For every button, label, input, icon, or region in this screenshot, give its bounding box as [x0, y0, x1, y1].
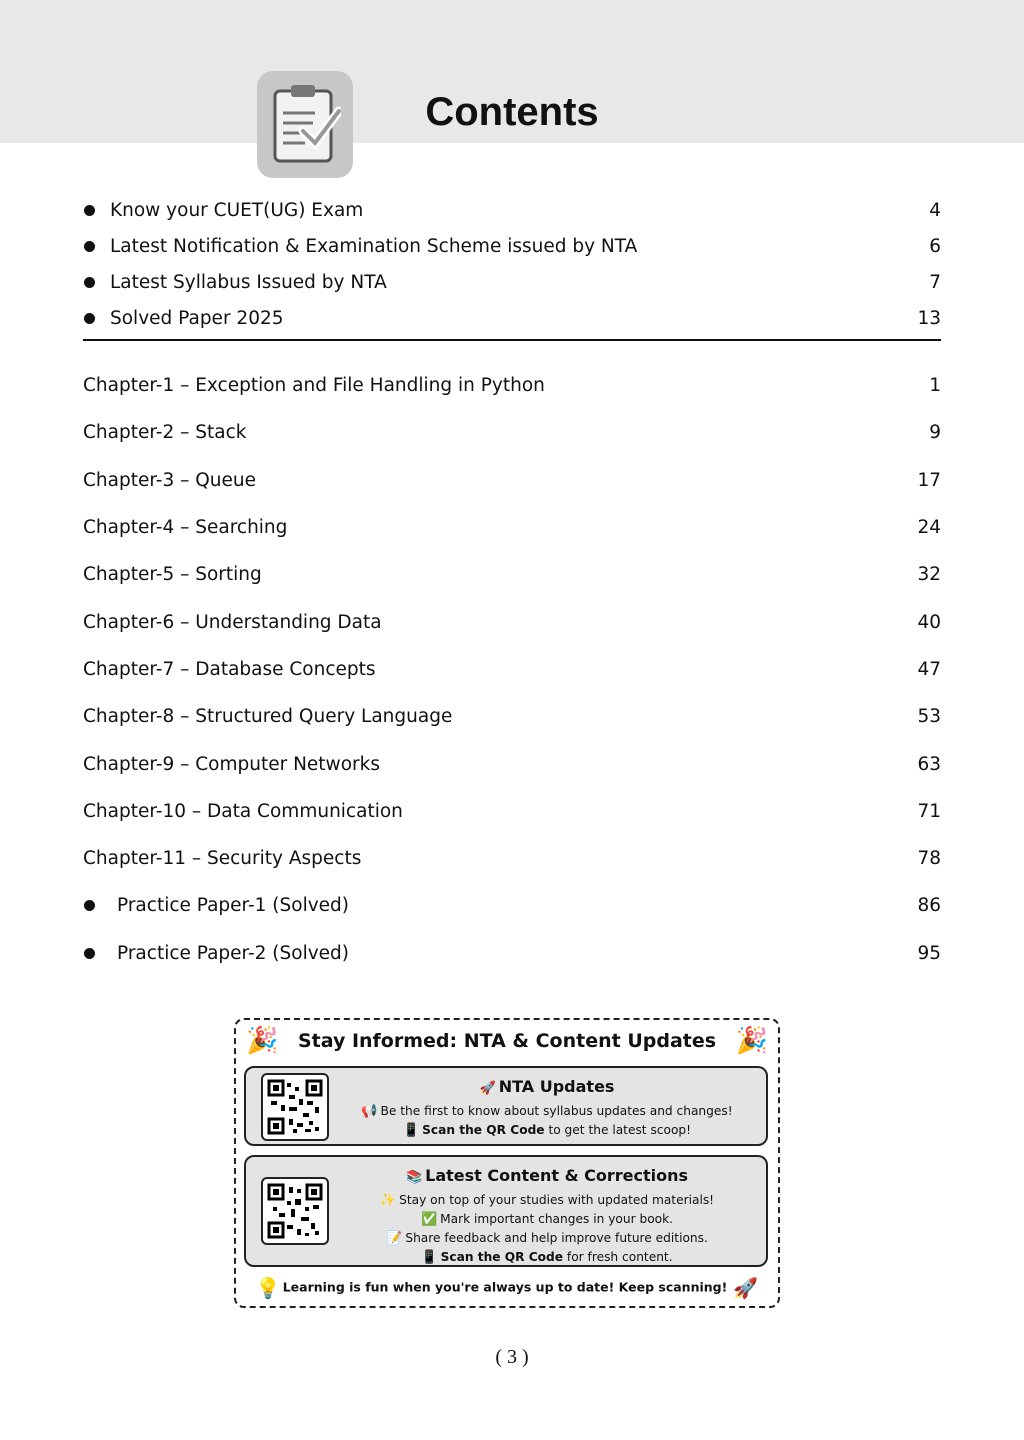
toc-entry — [83, 228, 941, 264]
lightbulb-icon: 💡 — [255, 1276, 281, 1300]
page-title: Contents — [425, 90, 599, 134]
bullet-icon — [84, 948, 95, 959]
toc-entry-page: 6 — [929, 235, 941, 257]
rocket-icon: 🚀 — [733, 1276, 759, 1300]
chapter-page: 78 — [917, 848, 941, 870]
nta-updates-line: Be the first to know about syllabus updates and changes! — [380, 1104, 733, 1118]
chapter-label: Chapter-9 – Computer Networks — [83, 753, 380, 775]
updates-box-title: Stay Informed: NTA & Content Updates — [297, 1030, 717, 1052]
chapter-page: 47 — [917, 658, 941, 680]
bullet-icon — [84, 313, 95, 324]
front-matter-list — [83, 192, 941, 336]
chapter-label: Chapter-4 – Searching — [83, 517, 288, 539]
page-number: ( 3 ) — [495, 1346, 529, 1368]
content-updates-line: Stay on top of your studies with updated materials! — [399, 1193, 715, 1207]
chapter-label: Chapter-5 – Sorting — [83, 564, 262, 586]
toc-entry-label: Know your CUET(UG) Exam — [110, 199, 364, 221]
scan-instruction-rest: to get the latest scoop! — [544, 1123, 692, 1137]
chapter-entry — [83, 409, 941, 456]
chapter-entry — [83, 504, 941, 551]
sparkles-icon: ✨ — [379, 1193, 397, 1208]
chapter-entry — [83, 362, 941, 409]
content-updates-line: Mark important changes in your book. — [440, 1212, 674, 1226]
practice-paper-entry — [83, 930, 941, 977]
toc-entry-label: Latest Syllabus Issued by NTA — [110, 271, 387, 293]
updates-footer — [236, 1276, 778, 1300]
updates-box — [234, 1018, 780, 1308]
content-updates-content — [336, 1163, 758, 1267]
bullet-icon — [84, 241, 95, 252]
chapter-label: Chapter-11 – Security Aspects — [83, 848, 362, 870]
toc-entry — [83, 300, 941, 336]
memo-icon: 📝 — [386, 1231, 403, 1246]
check-box-icon: ✅ — [420, 1212, 438, 1227]
scan-instruction-bold: Scan the QR Code — [440, 1250, 564, 1264]
chapter-page: 71 — [917, 800, 941, 822]
section-divider — [83, 339, 941, 341]
party-popper-icon: 🎉 — [246, 1026, 279, 1056]
chapter-page: 32 — [917, 564, 941, 586]
chapter-page: 1 — [929, 375, 941, 397]
chapter-page: 17 — [917, 469, 941, 491]
qr-code-icon[interactable] — [261, 1177, 329, 1245]
toc-entry-page: 4 — [929, 199, 941, 221]
content-updates-heading: Latest Content & Corrections — [425, 1166, 689, 1185]
practice-paper-page: 95 — [917, 942, 941, 964]
nta-updates-content — [336, 1074, 758, 1140]
chapter-page: 9 — [929, 422, 941, 444]
chapter-page: 40 — [917, 611, 941, 633]
chapter-label: Chapter-7 – Database Concepts — [83, 658, 376, 680]
chapter-page: 63 — [917, 753, 941, 775]
chapter-entry — [83, 788, 941, 835]
bullet-icon — [84, 205, 95, 216]
chapter-label: Chapter-1 – Exception and File Handling in Python — [83, 375, 545, 397]
chapter-page: 24 — [917, 517, 941, 539]
chapter-entry — [83, 740, 941, 787]
chapter-label: Chapter-6 – Understanding Data — [83, 611, 382, 633]
chapter-entry — [83, 646, 941, 693]
rocket-icon: 🚀 — [479, 1081, 496, 1096]
practice-paper-page: 86 — [917, 895, 941, 917]
bullet-icon — [84, 900, 95, 911]
practice-paper-label: Practice Paper-1 (Solved) — [117, 895, 350, 917]
scan-instruction-bold: Scan the QR Code — [422, 1123, 545, 1137]
toc-entry-page: 13 — [917, 307, 941, 329]
chapter-label: Chapter-3 – Queue — [83, 469, 257, 491]
content-updates-line: Share feedback and help improve future editions. — [405, 1231, 708, 1245]
scan-instruction-rest: for fresh content. — [563, 1250, 673, 1264]
chapter-entry — [83, 598, 941, 645]
chapter-list — [83, 362, 941, 977]
phone-icon: 📱 — [421, 1250, 438, 1265]
content-updates-card — [244, 1155, 768, 1267]
toc-entry-label: Solved Paper 2025 — [110, 307, 284, 329]
updates-footer-text: Learning is fun when you're always up to date! Keep scanning! — [282, 1279, 728, 1295]
toc-entry-label: Latest Notification & Examination Scheme issued by NTA — [110, 235, 638, 257]
megaphone-icon: 📢 — [361, 1104, 378, 1119]
chapter-entry — [83, 693, 941, 740]
chapter-label: Chapter-8 – Structured Query Language — [83, 706, 453, 728]
chapter-page: 53 — [917, 706, 941, 728]
bullet-icon — [84, 277, 95, 288]
chapter-label: Chapter-10 – Data Communication — [83, 800, 403, 822]
nta-updates-card — [244, 1066, 768, 1146]
toc-entry — [83, 192, 941, 228]
chapter-entry — [83, 457, 941, 504]
books-icon: 📚 — [405, 1170, 423, 1185]
practice-paper-entry — [83, 882, 941, 929]
practice-paper-label: Practice Paper-2 (Solved) — [117, 942, 350, 964]
chapter-entry — [83, 835, 941, 882]
chapter-label: Chapter-2 – Stack — [83, 422, 247, 444]
chapter-entry — [83, 551, 941, 598]
nta-updates-heading: NTA Updates — [498, 1077, 615, 1096]
phone-icon: 📱 — [402, 1123, 420, 1138]
qr-code-icon[interactable] — [261, 1073, 329, 1141]
toc-entry-page: 7 — [929, 271, 941, 293]
party-popper-icon: 🎉 — [735, 1026, 768, 1056]
toc-entry — [83, 264, 941, 300]
